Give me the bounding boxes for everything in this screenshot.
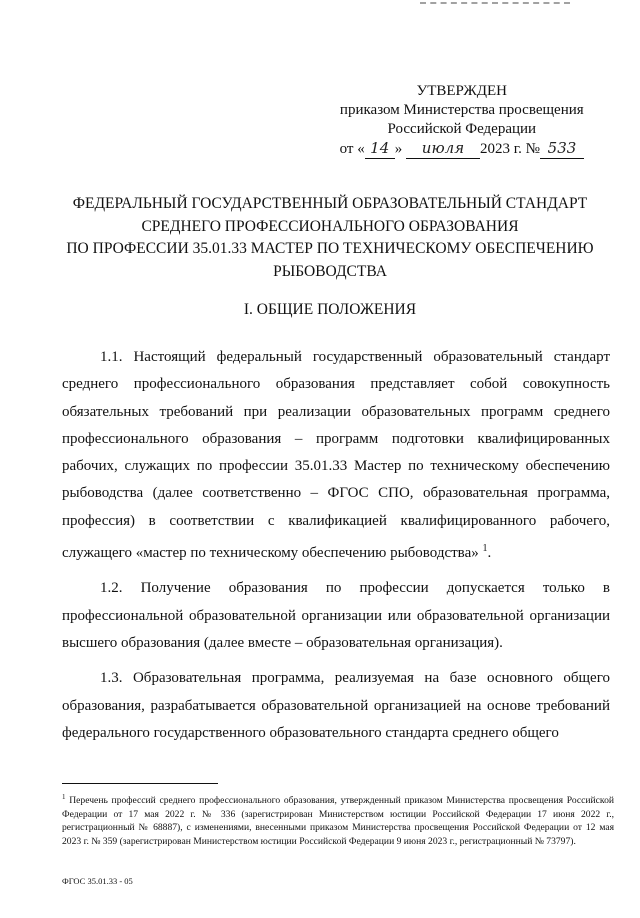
approval-block bbox=[340, 82, 584, 159]
footnote-number: 1 bbox=[62, 793, 66, 801]
footnote-separator bbox=[62, 783, 218, 784]
document-title bbox=[60, 193, 600, 283]
title-line-3: ПО ПРОФЕССИИ 35.01.33 МАСТЕР ПО ТЕХНИЧЕСКОМУ ОБЕСПЕЧЕНИЮ bbox=[66, 240, 594, 257]
handwritten-doc-number: 533 bbox=[540, 139, 584, 159]
approval-title: УТВЕРЖДЕН bbox=[416, 83, 508, 99]
paragraph-1-3: 1.3. Образовательная программа, реализуемая на базе основного общего образования, разрабатывается образовательной организацией на основе требований федерального государственного образовательного стандарта среднего общего bbox=[62, 670, 610, 741]
title-line-2: СРЕДНЕГО ПРОФЕССИОНАЛЬНОГО ОБРАЗОВАНИЯ bbox=[141, 217, 519, 235]
footer-code: ФГОС 35.01.33 - 05 bbox=[62, 876, 133, 886]
date-quote: » bbox=[394, 141, 403, 157]
paragraph-1-1-text: 1.1. Настоящий федеральный государственный образовательный стандарт среднего профессионального образования представляет собой совокупность обязательных требований при реализации образовательных программ среднего профессионального образования – программ подготовки квалифицированных рабочих, служащих по профессии 35.01.33 Мастер по техническому обеспечению рыбоводства (далее соответственно – ФГОС СПО, образовательная программа, профессия) в соответствии с квалификацией квалифицированного рабочего, служащего «мастер по техническому обеспечению рыбоводства» bbox=[62, 349, 610, 562]
footnote-text: Перечень профессий среднего профессионального образования, утвержденный приказом Министерства просвещения Российской Федерации от 17 мая 2022 г. № 336 (зарегистрирован Министерством юстиции Российской Федерации 17 июня 2022 г., регистрационный № 68887), с изменениями, внесенными приказом Министерства просвещения Российской Федерации от 12 мая 2023 г. № 359 (зарегистрирован Министерством юстиции Российской Федерации 9 июня 2023 г., регистрационный № 73797). bbox=[62, 795, 614, 847]
handwritten-month: июля bbox=[406, 139, 480, 159]
footnote-reference: 1 bbox=[482, 543, 488, 555]
document-body bbox=[62, 344, 610, 755]
paragraph-1-2: 1.2. Получение образования по профессии допускается только в профессиональной образовательной организации или образовательной организации высшего образования (далее вместе – образовательная организация). bbox=[62, 580, 610, 651]
approval-country-line: Российской Федерации bbox=[387, 121, 537, 137]
date-year: 2023 г. № bbox=[479, 141, 540, 157]
paragraph-1-1-end: . bbox=[487, 545, 492, 562]
approval-order-line: приказом Министерства просвещения bbox=[339, 102, 584, 118]
handwritten-day: 14 bbox=[365, 139, 395, 159]
approval-date-line bbox=[340, 139, 584, 159]
footnote bbox=[62, 791, 614, 849]
scan-artifact bbox=[420, 2, 570, 8]
section-heading: I. ОБЩИЕ ПОЛОЖЕНИЯ bbox=[243, 301, 417, 318]
paragraph-1-1 bbox=[62, 344, 610, 567]
title-line-1: ФЕДЕРАЛЬНЫЙ ГОСУДАРСТВЕННЫЙ ОБРАЗОВАТЕЛЬНЫЙ СТАНДАРТ bbox=[72, 195, 588, 212]
date-prefix: от « bbox=[339, 141, 365, 157]
title-line-4: РЫБОВОДСТВА bbox=[273, 262, 387, 280]
